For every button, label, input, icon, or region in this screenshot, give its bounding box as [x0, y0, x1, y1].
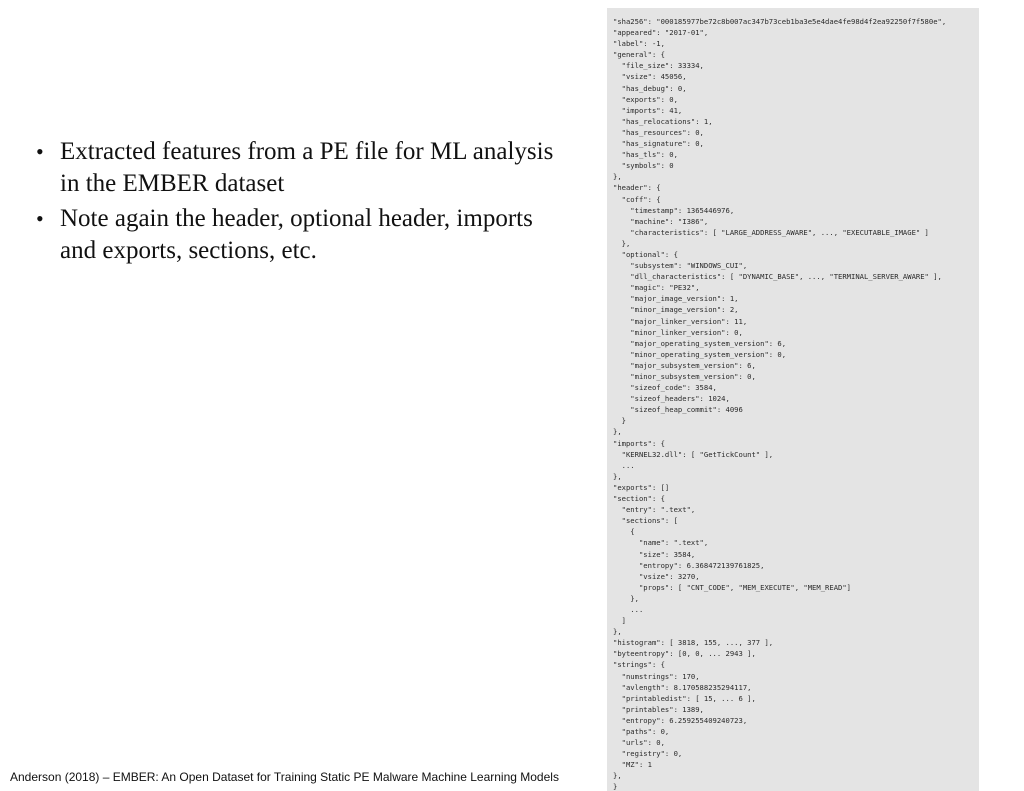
json-code-panel [607, 8, 979, 791]
code-line: "has_resources": 0, [613, 127, 704, 137]
code-line: "registry": 0, [613, 749, 683, 759]
code-line: "sizeof_heap_commit": 4096 [613, 405, 743, 415]
code-line: "entropy": 6.368472139761825, [613, 560, 765, 570]
code-line: "sections": [ [613, 516, 678, 526]
code-line: "major_subsystem_version": 6, [613, 360, 756, 370]
code-line: "minor_operating_system_version": 0, [613, 349, 787, 359]
code-line: "major_operating_system_version": 6, [613, 338, 787, 348]
code-line: "printables": 1389, [613, 704, 704, 714]
code-line: "machine": "I386", [613, 216, 709, 226]
code-line: "urls": 0, [613, 738, 665, 748]
code-line: "symbols": 0 [613, 161, 674, 171]
code-line: "exports": 0, [613, 94, 678, 104]
code-line: "entry": ".text", [613, 505, 696, 515]
code-line: "strings": { [613, 660, 665, 670]
code-line: "entropy": 6.259255409240723, [613, 715, 748, 725]
code-line: ] [613, 616, 626, 626]
code-line: "minor_image_version": 2, [613, 305, 739, 315]
bullet-text: Note again the header, optional header, imports and exports, sections, etc. [60, 205, 533, 264]
citation-footer: Anderson (2018) – EMBER: An Open Dataset for Training Static PE Malware Machine Learning Models [10, 770, 559, 784]
code-line: "subsystem": "WINDOWS_CUI", [613, 261, 748, 271]
bullet-list [36, 136, 556, 270]
code-line: }, [613, 771, 622, 781]
code-line: "header": { [613, 183, 661, 193]
code-line: "magic": "PE32", [613, 283, 700, 293]
bullet-item [36, 203, 556, 267]
code-line: "file_size": 33334, [613, 61, 704, 71]
code-line: "imports": 41, [613, 105, 683, 115]
code-line: "has_tls": 0, [613, 150, 678, 160]
code-line: "props": [ "CNT_CODE", "MEM_EXECUTE", "MEM_READ"] [613, 582, 851, 592]
code-line: "section": { [613, 494, 665, 504]
code-line: "printabledist": [ 15, ... 6 ], [613, 693, 756, 703]
code-line: "vsize": 3270, [613, 571, 700, 581]
code-line: }, [613, 627, 622, 637]
code-line: "timestamp": 1365446976, [613, 205, 735, 215]
bullet-dot-icon: • [36, 206, 44, 231]
code-line: "appeared": "2017-01", [613, 28, 709, 38]
code-line: "MZ": 1 [613, 760, 652, 770]
code-line: "general": { [613, 50, 665, 60]
code-line: "label": -1, [613, 39, 665, 49]
code-line: "size": 3584, [613, 549, 696, 559]
code-line: }, [613, 238, 631, 248]
code-line: "characteristics": [ "LARGE_ADDRESS_AWARE", ..., "EXECUTABLE_IMAGE" ] [613, 227, 929, 237]
code-line: "name": ".text", [613, 538, 709, 548]
code-line: "paths": 0, [613, 727, 670, 736]
bullet-text: Extracted features from a PE file for ML analysis in the EMBER dataset [60, 138, 554, 197]
code-line: "major_linker_version": 11, [613, 316, 748, 326]
code-line: "major_image_version": 1, [613, 294, 739, 304]
code-line: "avlength": 8.170588235294117, [613, 682, 752, 692]
code-line: }, [613, 593, 639, 603]
code-line: "numstrings": 170, [613, 671, 700, 681]
code-line: "minor_subsystem_version": 0, [613, 372, 756, 381]
code-line: "vsize": 45056, [613, 72, 687, 82]
code-line: "imports": { [613, 438, 665, 448]
code-line: "coff": { [613, 194, 661, 204]
code-line: }, [613, 471, 622, 481]
code-line: }, [613, 427, 622, 437]
code-line: "exports": [] [613, 482, 670, 492]
code-line: ... [613, 604, 644, 614]
code-line: "sizeof_code": 3584, [613, 383, 717, 393]
bullet-item [36, 136, 556, 200]
code-line: ... [613, 460, 635, 470]
code-line: "has_relocations": 1, [613, 116, 713, 126]
code-line: "KERNEL32.dll": [ "GetTickCount" ], [613, 449, 774, 459]
code-line: "optional": { [613, 249, 678, 259]
code-line: } [613, 416, 626, 426]
code-line: }, [613, 172, 622, 182]
code-line: "histogram": [ 3818, 155, ..., 377 ], [613, 638, 774, 648]
bullet-dot-icon: • [36, 139, 44, 164]
code-line: "sizeof_headers": 1024, [613, 394, 730, 404]
code-line: "sha256": "000185977be72c8b007ac347b73ceb1ba3e5e4dae4fe98d4f2ea92250f7f580e", [613, 17, 947, 26]
code-line: "has_signature": 0, [613, 139, 704, 149]
code-line: { [613, 527, 635, 537]
code-line: "byteentropy": [0, 0, ... 2943 ], [613, 649, 756, 659]
code-line: "has_debug": 0, [613, 83, 687, 93]
code-line: "dll_characteristics": [ "DYNAMIC_BASE", ..., "TERMINAL_SERVER_AWARE" ], [613, 272, 942, 282]
code-line: "minor_linker_version": 0, [613, 327, 743, 337]
code-line: } [613, 782, 618, 791]
json-code-block [607, 8, 979, 791]
